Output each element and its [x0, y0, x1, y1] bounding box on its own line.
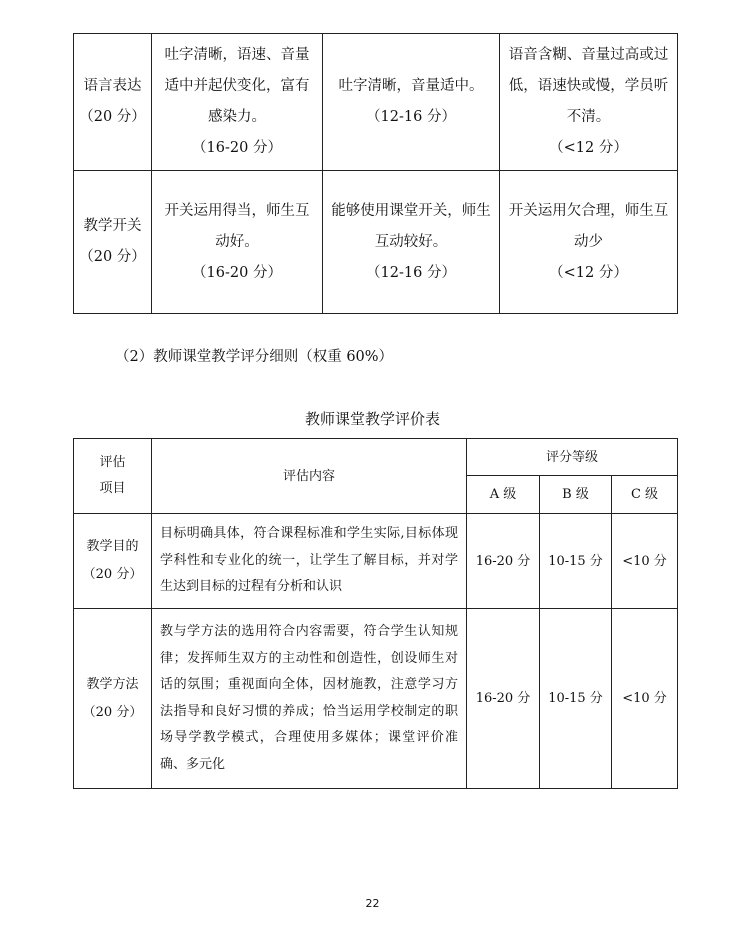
section-heading: （2）教师课堂教学评分细则（权重 60%） [115, 349, 394, 365]
header-grade-cell [467, 439, 678, 476]
header-grade-a-cell [467, 476, 540, 514]
table-row [74, 34, 678, 171]
eval-grade-a-cell: 16-20 分 [467, 609, 540, 789]
header-content: 评估内容 [282, 468, 335, 484]
header-grade-a: A 级 [489, 487, 517, 502]
header-item-line1: 评估 [99, 455, 126, 470]
criteria-item-cell [74, 171, 152, 314]
header-grade-b-cell [540, 476, 612, 514]
header-grade-b: B 级 [562, 487, 589, 502]
criteria-item-name: 教学开关 [83, 218, 142, 234]
grade-c-score: （<12 分） [549, 264, 628, 281]
criteria-item-cell [74, 34, 152, 171]
eval-grade-c-cell: <10 分 [612, 609, 678, 789]
grade-c-description: 开关运用欠合理，师生互动少 [508, 202, 669, 250]
table-title: 教师课堂教学评价表 [304, 410, 440, 428]
eval-grade-a-cell: 16-20 分 [467, 514, 540, 609]
grade-b-score: （12-16 分） [366, 109, 456, 125]
header-content-cell [152, 439, 467, 514]
table-row [74, 609, 678, 789]
grade-c-cell [500, 171, 678, 314]
eval-item-name: 教学方法 [86, 676, 139, 692]
grade-b-cell [323, 34, 500, 171]
header-grade-c: C 级 [630, 487, 659, 502]
table-row [74, 171, 678, 314]
grade-a-cell [152, 171, 323, 314]
criteria-item-weight: （20 分） [79, 109, 146, 125]
page-number: 22 [365, 897, 380, 910]
criteria-item-weight: （20 分） [79, 249, 146, 265]
grade-a-description: 开关运用得当，师生互动好。 [164, 202, 310, 250]
grade-b-score: （12-16 分） [366, 264, 456, 281]
eval-content-cell: 目标明确具体，符合课程标准和学生实际,目标体现学科性和专业化的统一，让学生了解目标，并对学生达到目标的过程有分析和认识 [152, 514, 467, 609]
grade-b-description: 能够使用课堂开关，师生互动较好。 [331, 202, 491, 250]
eval-item-name: 教学目的 [86, 539, 139, 554]
table-row [74, 514, 678, 609]
eval-content-cell: 教与学方法的选用符合内容需要，符合学生认知规律；发挥师生双方的主动性和创造性，创设师生对话的氛围；重视面向全体，因材施教，注意学习方法指导和良好习惯的养成；恰当运用学校制定的职场导学教学模式，合理使用多媒体；课堂评价准确、多元化 [152, 609, 467, 789]
grade-a-cell [152, 34, 323, 171]
grade-a-score: （16-20 分） [192, 264, 282, 281]
eval-item-weight: （20 分） [82, 704, 143, 720]
grade-a-score: （16-20 分） [192, 140, 282, 156]
header-item-cell [74, 439, 152, 514]
criteria-item-name: 语言表达 [83, 78, 142, 94]
header-item-line2: 项目 [99, 481, 126, 496]
eval-grade-c-cell: <10 分 [612, 514, 678, 609]
grade-c-description: 语音含糊、音量过高或过低，语速快或慢，学员听不清。 [508, 47, 669, 125]
header-grade-c-cell [612, 476, 678, 514]
header-grade: 评分等级 [545, 449, 598, 465]
header-row [74, 439, 678, 476]
eval-item-cell [74, 609, 152, 789]
grade-b-description: 吐字清晰，音量适中。 [338, 78, 484, 94]
grade-c-score: （<12 分） [549, 140, 628, 156]
grade-c-cell [500, 34, 678, 171]
eval-grade-b-cell: 10-15 分 [540, 609, 612, 789]
grade-b-cell [323, 171, 500, 314]
eval-item-weight: （20 分） [82, 567, 143, 582]
eval-grade-b-cell: 10-15 分 [540, 514, 612, 609]
teaching-evaluation-table [73, 438, 678, 789]
scoring-criteria-table-continued [73, 33, 678, 314]
eval-item-cell [74, 514, 152, 609]
grade-a-description: 吐字清晰，语速、音量适中并起伏变化，富有感染力。 [164, 47, 310, 125]
